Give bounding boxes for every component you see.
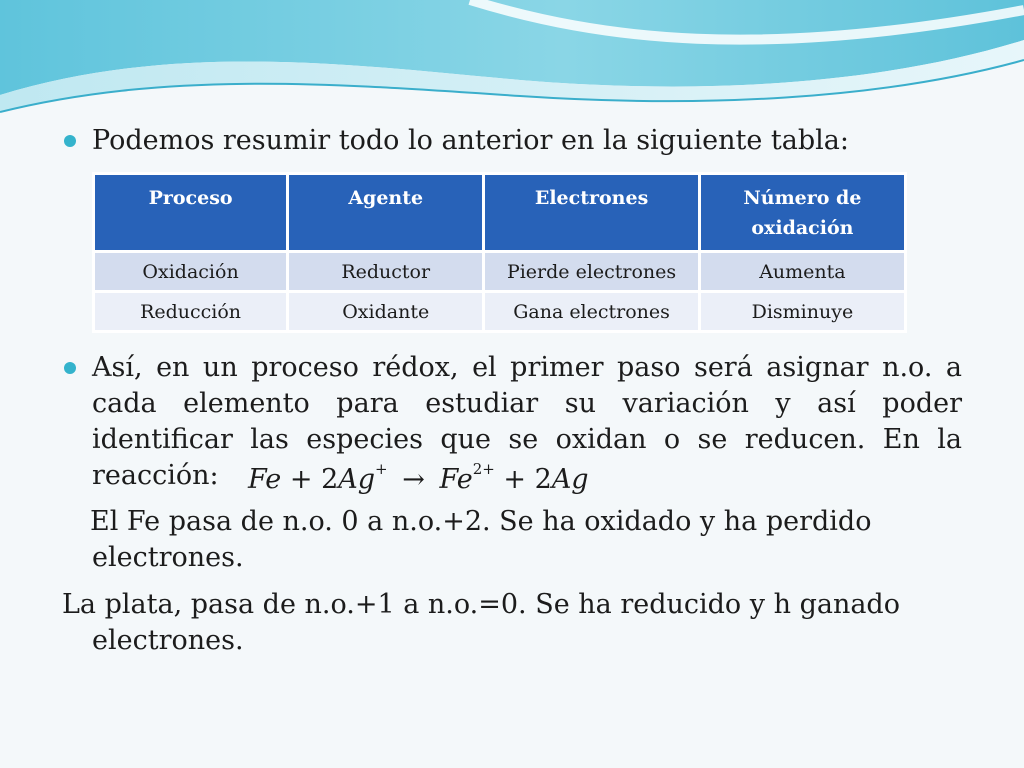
table-cell: Disminuye	[701, 293, 904, 330]
reaction-equation	[248, 460, 589, 495]
table-cell: Aumenta	[701, 253, 904, 290]
eq-reactant-ag: Ag	[338, 464, 376, 495]
eq-plus: +	[289, 464, 313, 495]
table-cell: Oxidación	[95, 253, 286, 290]
eq-plus: +	[503, 464, 527, 495]
table-cell: Reducción	[95, 293, 286, 330]
eq-reactant-fe: Fe	[248, 464, 282, 495]
table-header-row	[95, 175, 904, 250]
paragraph-silver-line2: electrones.	[92, 625, 244, 656]
header-agente: Agente	[289, 175, 482, 250]
eq-coefficient: 2	[321, 464, 339, 495]
table-cell: Oxidante	[289, 293, 482, 330]
eq-product-fe: Fe	[439, 464, 473, 495]
header-numero-oxidacion: Número de oxidación	[701, 175, 904, 250]
header-wave-decoration	[0, 0, 1024, 120]
table-cell: Reductor	[289, 253, 482, 290]
paragraph-silver-line1: La plata, pasa de n.o.+1 a n.o.=0. Se ha reducido y h ganado	[62, 589, 900, 620]
header-electrones: Electrones	[485, 175, 698, 250]
paragraph-silver	[62, 587, 962, 659]
eq-product-ag: Ag	[551, 464, 589, 495]
paragraph-iron-line2: electrones.	[92, 542, 244, 573]
eq-fe-charge: 2+	[472, 460, 495, 478]
bullet-2-icon	[64, 362, 76, 374]
table-row	[95, 253, 904, 290]
eq-coefficient: 2	[534, 464, 552, 495]
paragraph-iron-line1: El Fe pasa de n.o. 0 a n.o.+2. Se ha oxidado y ha perdido	[90, 506, 872, 537]
table-row	[95, 293, 904, 330]
header-proceso: Proceso	[95, 175, 286, 250]
table-cell: Gana electrones	[485, 293, 698, 330]
reaction-arrow-icon: →	[402, 464, 425, 495]
eq-ag-charge: +	[375, 460, 388, 478]
table-cell: Pierde electrones	[485, 253, 698, 290]
bullet-2-text: Así, en un proceso rédox, el primer paso será asignar n.o. a cada elemento para estudiar su variación y así poder identificar las especies que se oxidan o se reducen. En la reacción:	[92, 352, 962, 491]
bullet-1-text: Podemos resumir todo lo anterior en la siguiente tabla:	[92, 125, 849, 156]
summary-table	[92, 172, 907, 333]
paragraph-iron	[62, 504, 942, 576]
bullet-1-icon	[64, 135, 76, 147]
